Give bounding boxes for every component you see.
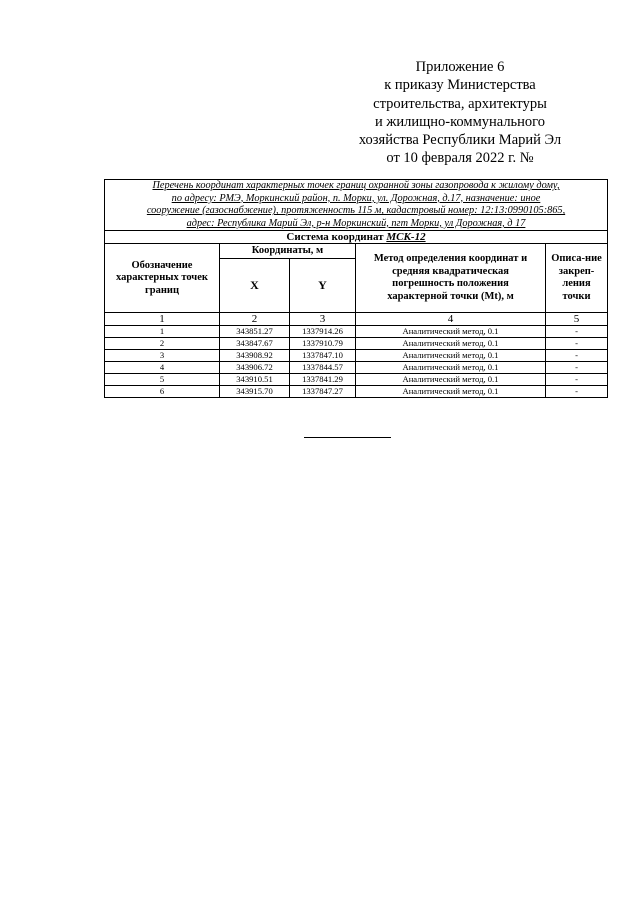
coordinate-system-row bbox=[105, 231, 608, 244]
table-row bbox=[105, 374, 608, 386]
column-number-row bbox=[105, 313, 608, 326]
table-row bbox=[105, 362, 608, 374]
point-number: 3 bbox=[105, 350, 220, 362]
point-number: 6 bbox=[105, 386, 220, 398]
description-value: - bbox=[546, 362, 608, 374]
header-line: и жилищно-коммунального bbox=[374, 113, 546, 130]
column-number: 2 bbox=[220, 313, 290, 326]
title-line: адрес: Республика Марий Эл, р-н Моркинский, пгт Морки, ул Дорожная, д 17 bbox=[186, 217, 526, 229]
x-coordinate: 343906.72 bbox=[220, 362, 290, 374]
y-coordinate: 1337844.57 bbox=[290, 362, 356, 374]
table-row bbox=[105, 386, 608, 398]
point-number: 4 bbox=[105, 362, 220, 374]
table-row bbox=[105, 338, 608, 350]
appendix-header bbox=[330, 58, 590, 168]
header-line: от 10 февраля 2022 г. № bbox=[386, 150, 534, 167]
column-number: 4 bbox=[356, 313, 546, 326]
table-row bbox=[105, 326, 608, 338]
method-value: Аналитический метод, 0.1 bbox=[356, 338, 546, 350]
y-coordinate: 1337847.27 bbox=[290, 386, 356, 398]
title-line: сооружение (газоснабжение), протяженность 115 м, кадастровый номер: 12:13:0990105:865, bbox=[146, 205, 566, 217]
column-header-coordinates: Координаты, м bbox=[220, 244, 356, 259]
y-coordinate: 1337841.29 bbox=[290, 374, 356, 386]
column-header-description: Описа-ние закреп-ления точки bbox=[546, 244, 608, 313]
coordinate-system-label: Система координат bbox=[286, 231, 384, 244]
closing-divider-line bbox=[304, 437, 391, 438]
x-coordinate: 343915.70 bbox=[220, 386, 290, 398]
method-value: Аналитический метод, 0.1 bbox=[356, 326, 546, 338]
x-coordinate: 343847.67 bbox=[220, 338, 290, 350]
x-coordinate: 343910.51 bbox=[220, 374, 290, 386]
header-line: к приказу Министерства bbox=[384, 77, 536, 94]
method-value: Аналитический метод, 0.1 bbox=[356, 374, 546, 386]
point-number: 1 bbox=[105, 326, 220, 338]
x-coordinate: 343851.27 bbox=[220, 326, 290, 338]
method-value: Аналитический метод, 0.1 bbox=[356, 362, 546, 374]
description-value: - bbox=[546, 350, 608, 362]
coordinates-table bbox=[104, 179, 608, 398]
column-number: 1 bbox=[105, 313, 220, 326]
description-value: - bbox=[546, 374, 608, 386]
header-line: хозяйства Республики Марий Эл bbox=[358, 132, 562, 149]
description-value: - bbox=[546, 326, 608, 338]
column-header-y: Y bbox=[290, 259, 356, 313]
method-value: Аналитический метод, 0.1 bbox=[356, 350, 546, 362]
description-value: - bbox=[546, 338, 608, 350]
y-coordinate: 1337914.26 bbox=[290, 326, 356, 338]
title-line: по адресу: РМЭ, Моркинский район, п. Морки, ул. Дорожная, д.17, назначение: иное bbox=[171, 192, 541, 204]
coordinate-system-value: МСК-12 bbox=[386, 231, 426, 244]
point-number: 2 bbox=[105, 338, 220, 350]
x-coordinate: 343908.92 bbox=[220, 350, 290, 362]
column-header-method: Метод определения координат и средняя квадратическая погрешность положения характерной точки (Mt), м bbox=[356, 244, 546, 313]
y-coordinate: 1337847.10 bbox=[290, 350, 356, 362]
header-line: строительства, архитектуры bbox=[373, 95, 547, 112]
column-header-x: X bbox=[220, 259, 290, 313]
y-coordinate: 1337910.79 bbox=[290, 338, 356, 350]
header-line: Приложение 6 bbox=[415, 59, 505, 75]
column-number: 5 bbox=[546, 313, 608, 326]
method-value: Аналитический метод, 0.1 bbox=[356, 386, 546, 398]
column-number: 3 bbox=[290, 313, 356, 326]
point-number: 5 bbox=[105, 374, 220, 386]
description-value: - bbox=[546, 386, 608, 398]
table-row bbox=[105, 350, 608, 362]
table-title bbox=[105, 180, 608, 231]
title-line: Перечень координат характерных точек границ охранной зоны газопровода к жилому дому, bbox=[152, 180, 560, 191]
column-header-designation: Обозначение характерных точек границ bbox=[105, 244, 220, 313]
